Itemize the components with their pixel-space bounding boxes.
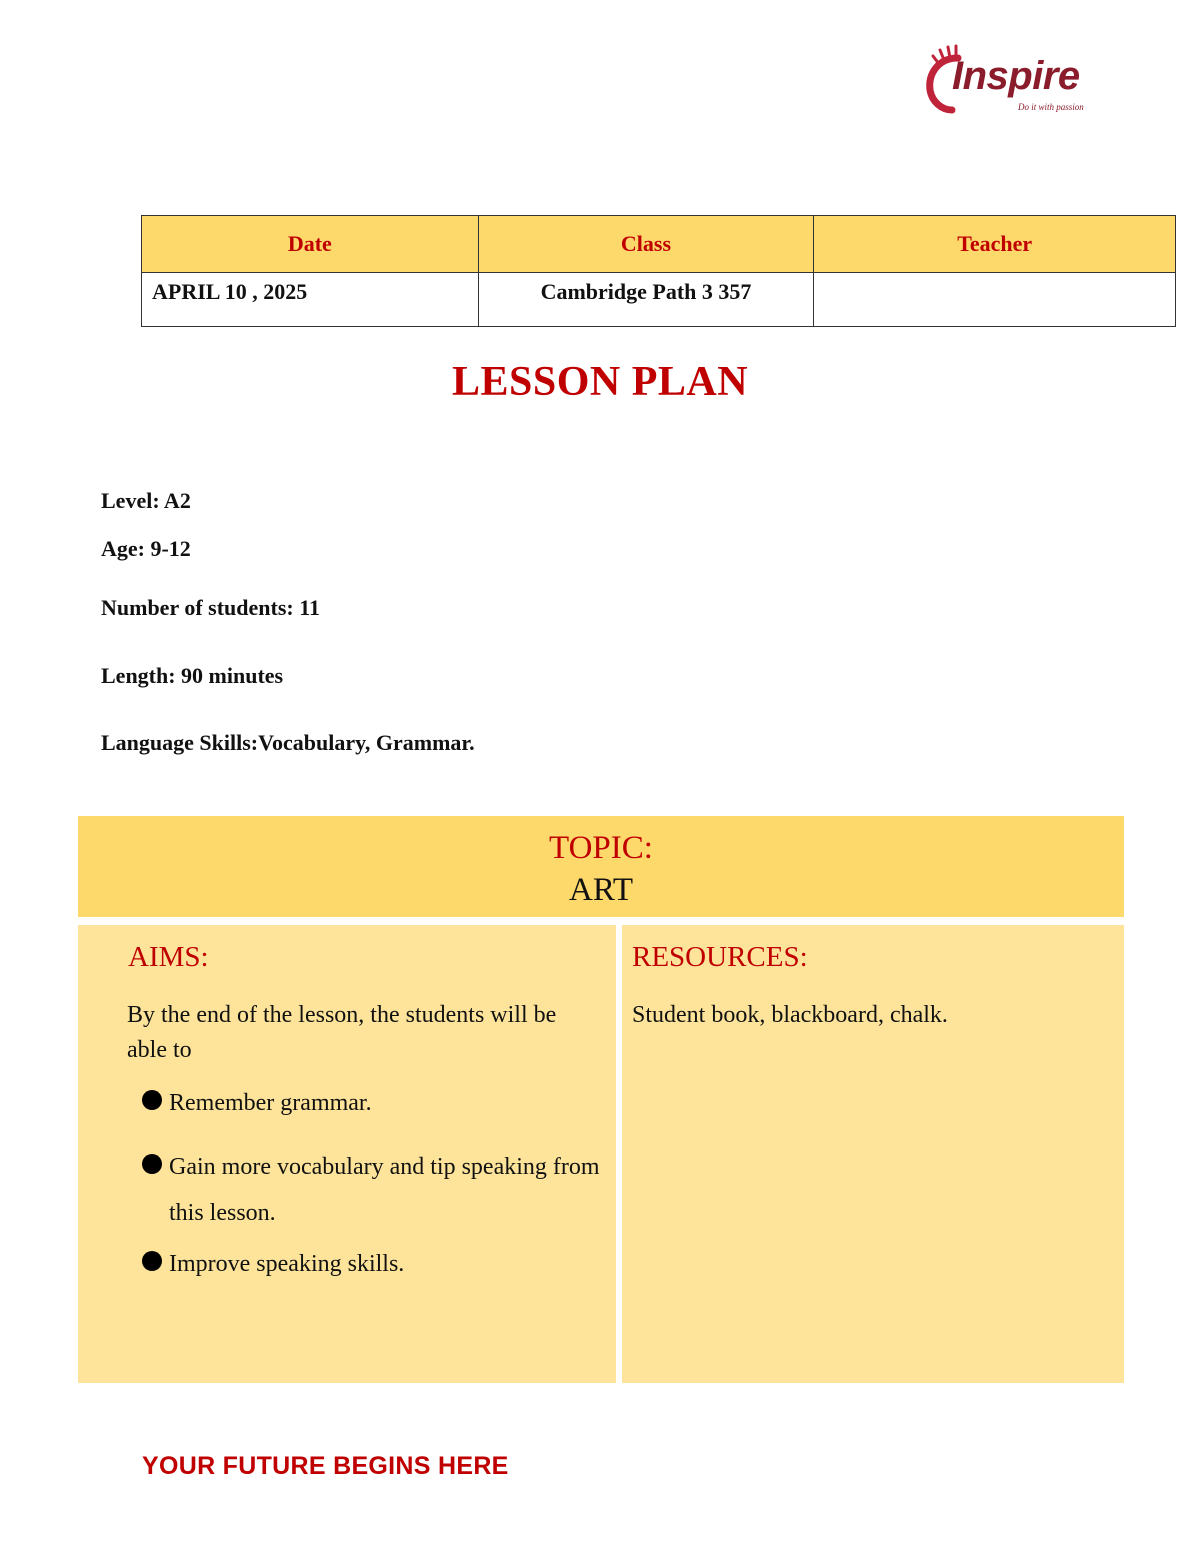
list-item-text: Gain more vocabulary and tip speaking from this lesson. bbox=[169, 1154, 600, 1226]
bullet-icon bbox=[142, 1154, 162, 1174]
aims-heading: AIMS: bbox=[128, 941, 209, 973]
lesson-info-table bbox=[141, 215, 1176, 327]
students-line: Number of students: 11 bbox=[101, 595, 321, 620]
teacher-cell bbox=[814, 273, 1176, 327]
resources-panel bbox=[622, 925, 1124, 1383]
page-title: LESSON PLAN bbox=[451, 359, 749, 405]
list-item-text: Remember grammar. bbox=[169, 1090, 372, 1116]
level-line: Level: A2 bbox=[101, 488, 191, 513]
inspire-logo bbox=[918, 40, 1098, 118]
aims-intro: By the end of the lesson, the students will be able to bbox=[127, 1002, 557, 1063]
resources-text: Student book, blackboard, chalk. bbox=[632, 1002, 948, 1028]
logo-wordmark: Inspire bbox=[952, 54, 1080, 98]
length-line: Length: 90 minutes bbox=[101, 663, 284, 688]
logo-tagline: Do it with passion bbox=[1018, 102, 1084, 112]
date-cell: APRIL 10 , 2025 bbox=[142, 273, 479, 327]
table-row bbox=[142, 273, 1176, 327]
resources-heading: RESOURCES: bbox=[632, 941, 808, 973]
list-item-text: Improve speaking skills. bbox=[169, 1251, 405, 1277]
aims-panel bbox=[78, 925, 616, 1383]
teacher-header: Teacher bbox=[814, 216, 1176, 273]
bullet-icon bbox=[142, 1251, 162, 1271]
skills-line: Language Skills:Vocabulary, Grammar. bbox=[101, 730, 475, 755]
bullet-icon bbox=[142, 1090, 162, 1110]
topic-value: ART bbox=[568, 872, 634, 908]
date-header: Date bbox=[142, 216, 479, 273]
topic-banner bbox=[78, 816, 1124, 917]
topic-label: TOPIC: bbox=[549, 830, 653, 866]
table-header-row bbox=[142, 216, 1176, 273]
age-line: Age: 9-12 bbox=[101, 536, 191, 561]
footer-slogan: YOUR FUTURE BEGINS HERE bbox=[142, 1452, 509, 1480]
class-cell: Cambridge Path 3 357 bbox=[478, 273, 814, 327]
class-header: Class bbox=[478, 216, 814, 273]
